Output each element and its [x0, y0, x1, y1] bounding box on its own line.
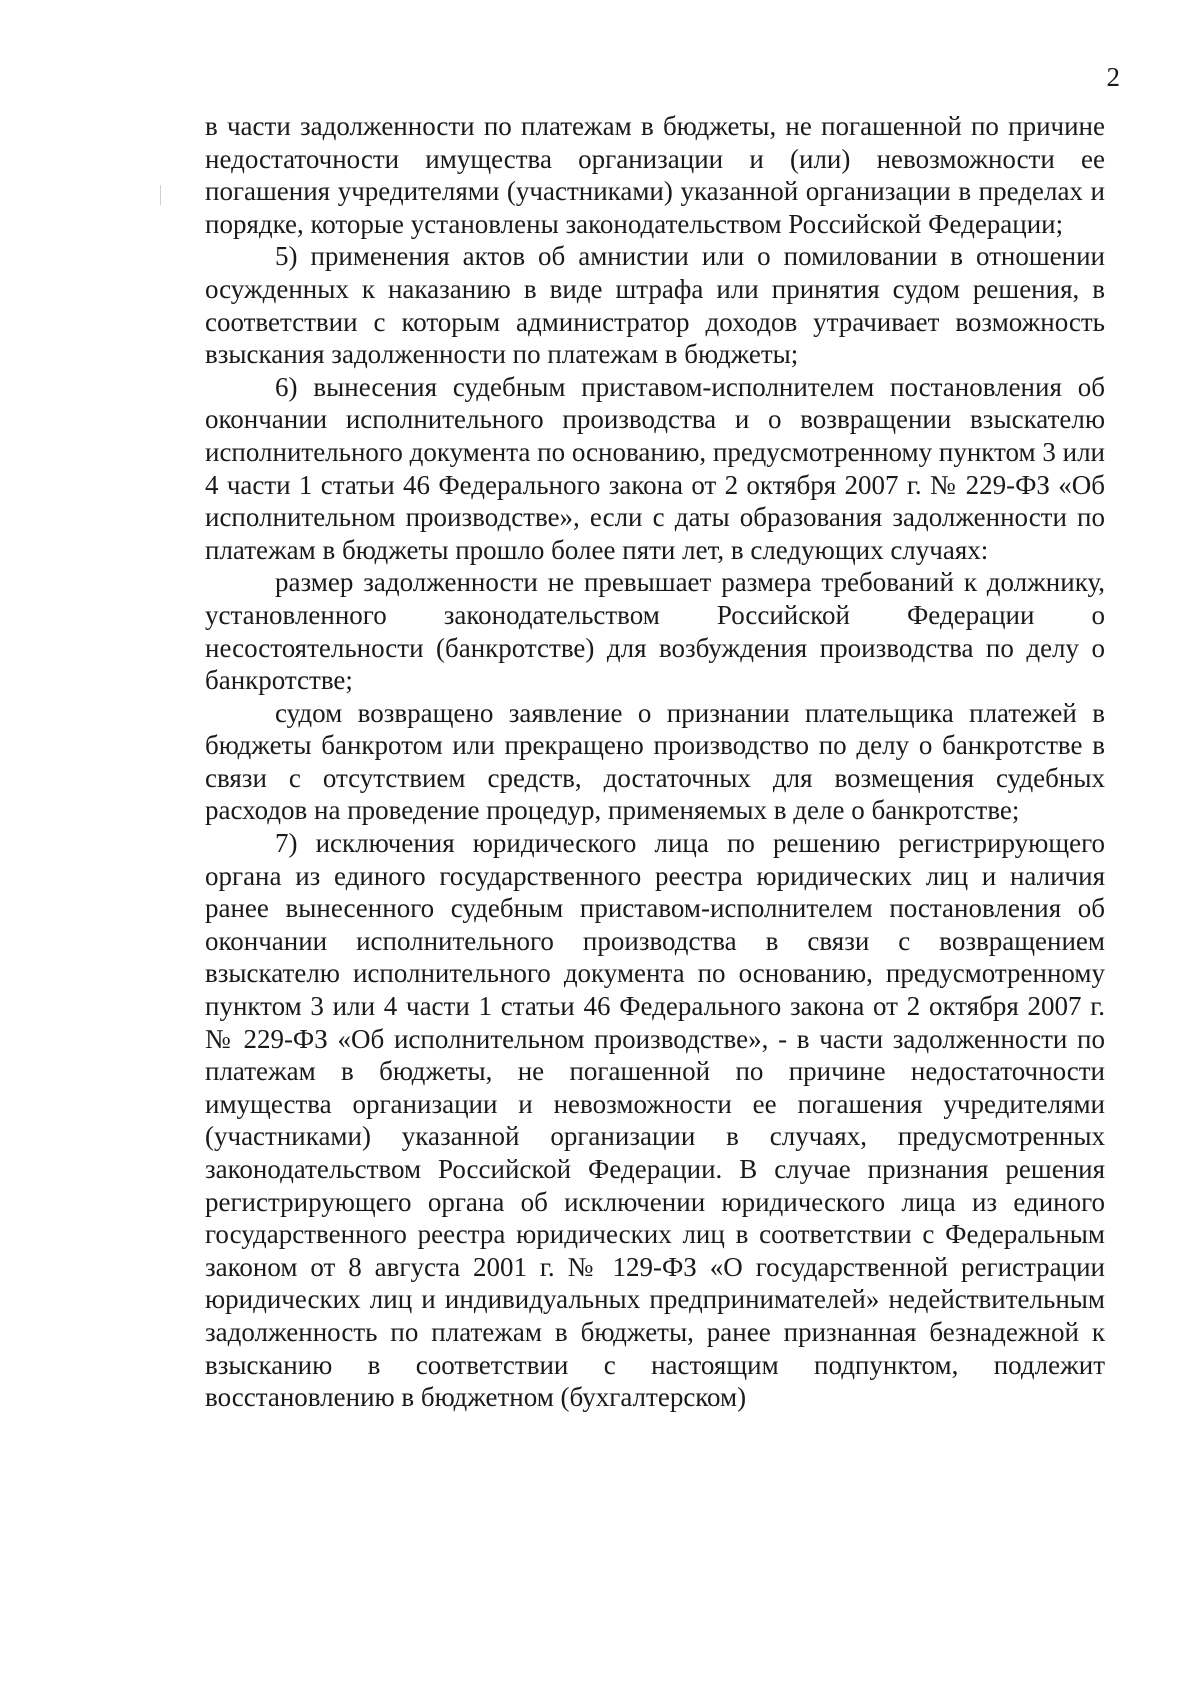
- paragraph-case-court-returned: судом возвращено заявление о признании плательщика платежей в бюджеты банкротом или прекращено производство по делу о банкротстве в связи с отсутствием средств, достаточных для возмещения судебных расходов на проведение процедур, применяемых в деле о банкротстве;: [205, 697, 1105, 826]
- page-number: 2: [1106, 62, 1120, 92]
- paragraph-continuation: в части задолженности по платежам в бюджеты, не погашенной по причине недостаточности имущества организации и (или) невозможности ее погашения учредителями (участниками) указанной организации в пределах и порядке, которые установлены законодательством Российской Федерации;: [205, 111, 1105, 239]
- paragraph-item-6: 6) вынесения судебным приставом-исполнителем постановления об окончании исполнительного производства и о возвращении взыскателю исполнительного документа по основанию, предусмотренному пунктом 3 или 4 части 1 статьи 46 Федерального закона от 2 октября 2007 г. № 229-ФЗ «Об исполнительном производстве», если с даты образования задолженности по платежам в бюджеты прошло более пяти лет, в следующих случаях:: [205, 371, 1105, 565]
- paragraph-item-5: 5) применения актов об амнистии или о помиловании в отношении осужденных к наказанию в виде штрафа или принятия судом решения, в соответствии с которым администратор доходов утрачивает возможность взыскания задолженности по платежам в бюджеты;: [205, 241, 1105, 370]
- document-body: [205, 110, 1105, 1414]
- paragraph-item-7: 7) исключения юридического лица по решению регистрирующего органа из единого государственного реестра юридических лиц и наличия ранее вынесенного судебным приставом-исполнителем постановления об окончании исполнительного производства в связи с возвращением взыскателю исполнительного документа по основанию, предусмотренному пунктом 3 или 4 части 1 статьи 46 Федерального закона от 2 октября 2007 г. № 229-ФЗ «Об исполнительном производстве», - в части задолженности по платежам в бюджеты, не погашенной по причине недостаточности имущества организации и невозможности ее погашения учредителями (участниками) указанной организации в случаях, предусмотренных законодательством Российской Федерации. В случае признания решения регистрирующего органа об исключении юридического лица из единого государственного реестра юридических лиц в соответствии с Федеральным законом от 8 августа 2001 г. № 129-ФЗ «О государственной регистрации юридических лиц и индивидуальных предпринимателей» недействительным задолженность по платежам в бюджеты, ранее признанная безнадежной к взысканию в соответствии с настоящим подпунктом, подлежит восстановлению в бюджетном (бухгалтерском): [205, 828, 1105, 1413]
- scan-artifact: [160, 185, 161, 205]
- paragraph-case-debt-size: размер задолженности не превышает размера требований к должнику, установленного законодательством Российской Федерации о несостоятельности (банкротстве) для возбуждения производства по делу о банкротстве;: [205, 567, 1105, 696]
